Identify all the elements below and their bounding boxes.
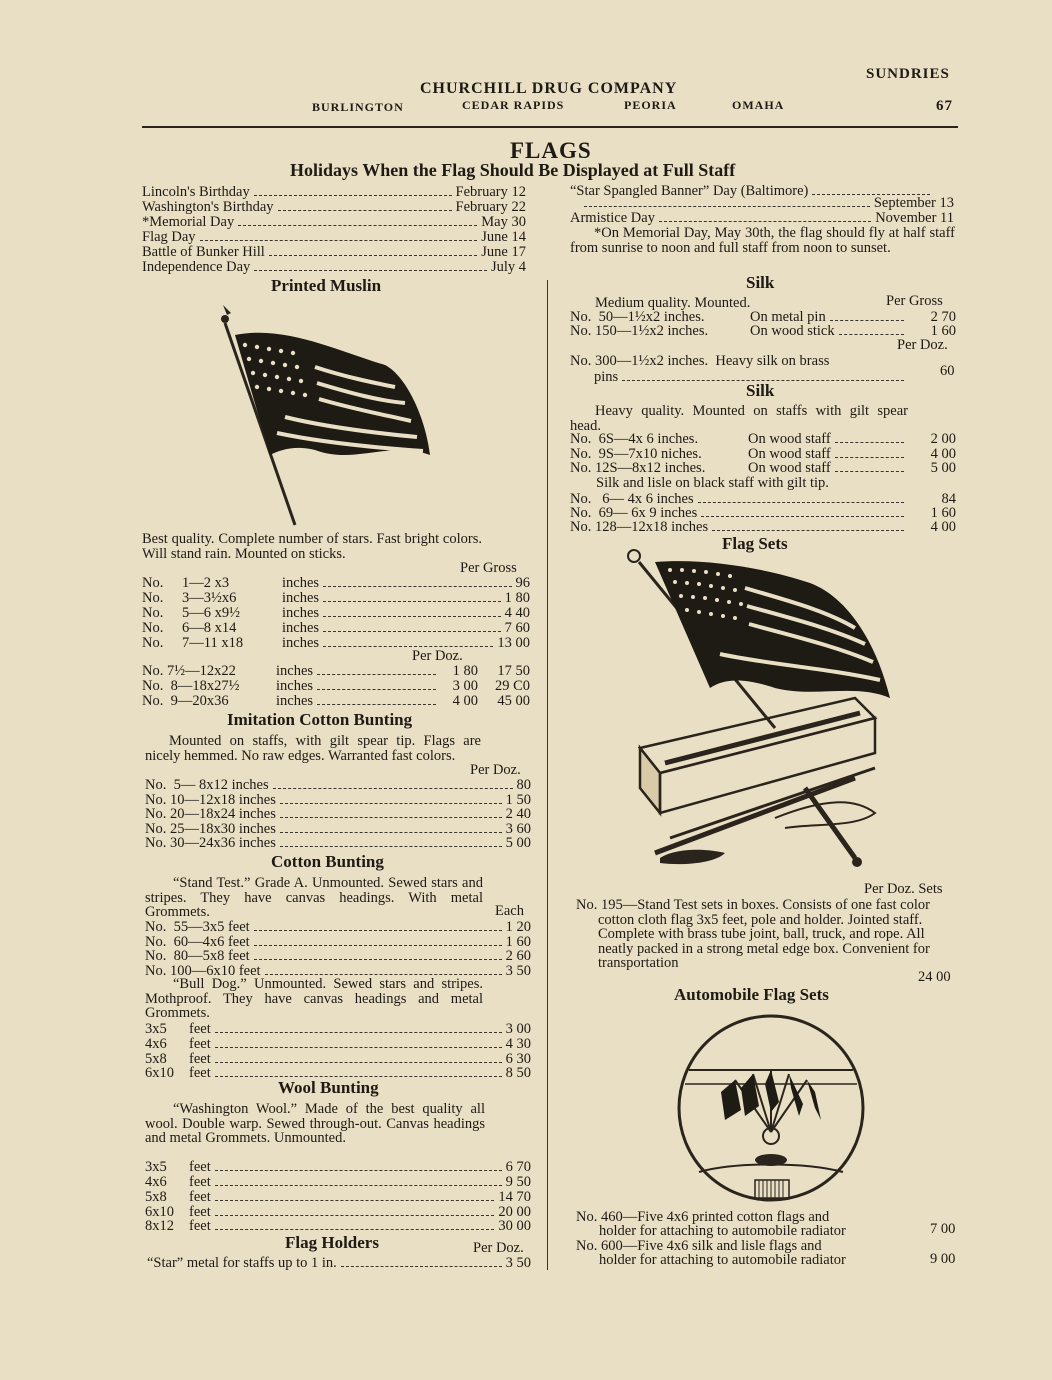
price-row: 8x12 feet 30 00	[145, 1218, 531, 1234]
price-row: 5x8 feet 14 70	[145, 1189, 531, 1205]
price-row: No. 25—18x30 inches 3 60	[145, 821, 531, 837]
auto-set-price: 7 00	[930, 1221, 956, 1237]
price-row: No. 5—6 x9½ inches 4 40	[142, 605, 530, 621]
section-label: SUNDRIES	[866, 66, 950, 82]
memorial-day-note: *On Memorial Day, May 30th, the flag should fly at half staff from sunrise to noon and full staff from noon to sunset.	[570, 225, 955, 256]
price-row: No. 10—12x18 inches 1 50	[145, 792, 531, 808]
silk-300-price: 60	[940, 363, 955, 379]
automobile-flag-illustration	[675, 1012, 867, 1204]
price-row: 3x5 feet 6 70	[145, 1159, 531, 1175]
city-omaha: OMAHA	[732, 98, 785, 112]
bull-dog-desc: “Bull Dog.” Unmounted. Sewed stars and stripes. Mothproof. They have canvas headings and metal Grommets.	[145, 976, 483, 1022]
flag-set-illustration	[625, 548, 900, 868]
price-row: No. 128—12x18 inches 4 00	[570, 519, 956, 535]
star-spangled-date-row: September 13	[580, 196, 954, 211]
price-row: No. 7—11 x18 inches 13 00	[142, 635, 530, 651]
flag-holders-title: Flag Holders	[285, 1233, 379, 1252]
silk-medium-desc: Medium quality. Mounted.	[595, 295, 751, 311]
city-cedar-rapids: CEDAR RAPIDS	[462, 98, 565, 112]
silk-heavy-desc: Heavy quality. Mounted on staffs with gilt spear head.	[570, 403, 908, 434]
city-burlington: BURLINGTON	[312, 100, 404, 114]
company-name: CHURCHILL DRUG COMPANY	[420, 80, 678, 97]
printed-muslin-gross-header: Per Gross	[460, 560, 517, 576]
flag-sets-unit: Per Doz. Sets	[864, 881, 943, 897]
price-row: 6x10 feet 20 00	[145, 1204, 531, 1220]
price-row: No. 50—1½x2 inches. On metal pin 2 70	[570, 309, 956, 325]
price-row: 3x5 feet 3 00	[145, 1021, 531, 1037]
price-row: No. 6— 4x 6 inches 84	[570, 491, 956, 507]
city-peoria: PEORIA	[624, 98, 677, 112]
column-divider	[547, 280, 548, 1270]
price-row: No. 12S—8x12 inches. On wood staff 5 00	[570, 460, 956, 476]
header-rule	[142, 126, 958, 128]
silk-lisle-desc: Silk and lisle on black staff with gilt tip.	[596, 475, 829, 491]
imitation-cotton-title: Imitation Cotton Bunting	[227, 710, 413, 729]
printed-muslin-doz-header: Per Doz.	[412, 648, 463, 664]
cotton-bunting-unit: Each	[495, 903, 524, 919]
auto-set-line: holder for attaching to automobile radiator	[599, 1223, 846, 1239]
price-row: No. 69— 6x 9 inches 1 60	[570, 505, 956, 521]
holiday-row: Flag Day June 14	[142, 229, 526, 245]
holiday-row: Independence Day July 4	[142, 259, 526, 275]
price-row: No. 30—24x36 inches 5 00	[145, 835, 531, 851]
wool-bunting-title: Wool Bunting	[278, 1078, 379, 1097]
price-row: No. 55—3x5 feet 1 20	[145, 919, 531, 935]
flag-sets-price: 24 00	[918, 969, 951, 985]
flag-holders-unit: Per Doz.	[473, 1240, 524, 1256]
cotton-bunting-desc: “Stand Test.” Grade A. Unmounted. Sewed stars and stripes. They have canvas headings. With metal Grommets.	[145, 875, 483, 921]
auto-set-price: 9 00	[930, 1251, 956, 1267]
price-row: No. 60—4x6 feet 1 60	[145, 934, 531, 950]
price-row: No. 150—1½x2 inches. On wood stick 1 60	[570, 323, 956, 339]
price-row: 5x8 feet 6 30	[145, 1051, 531, 1067]
holidays-title: Holidays When the Flag Should Be Displayed at Full Staff	[290, 160, 736, 180]
auto-flag-sets-title: Automobile Flag Sets	[674, 985, 829, 1004]
price-row: No. 80—5x8 feet 2 60	[145, 948, 531, 964]
star-spangled-row: “Star Spangled Banner” Day (Baltimore)	[570, 184, 934, 199]
price-row: No. 3—3½x6 inches 1 80	[142, 590, 530, 606]
holiday-row: Lincoln's Birthday February 12	[142, 184, 526, 200]
cotton-bunting-title: Cotton Bunting	[271, 852, 384, 871]
auto-set-line: No. 460—Five 4x6 printed cotton flags and	[576, 1209, 830, 1225]
page-number: 67	[936, 98, 953, 114]
price-row: No. 5— 8x12 inches 80	[145, 777, 531, 793]
silk-medium-title: Silk	[746, 273, 775, 292]
price-row: No. 1—2 x3 inches 96	[142, 575, 530, 591]
holiday-row: Washington's Birthday February 22	[142, 199, 526, 215]
auto-set-line: holder for attaching to automobile radiator	[599, 1252, 846, 1268]
wool-bunting-desc: “Washington Wool.” Made of the best quality all wool. Double warp. Sewed through-out. Canvas headings and metal Grommets. Unmounted.	[145, 1101, 485, 1147]
price-row: 4x6 feet 9 50	[145, 1174, 531, 1190]
auto-set-line: No. 600—Five 4x6 silk and lisle flags and	[576, 1238, 822, 1254]
price-row: No. 6—8 x14 inches 7 60	[142, 620, 530, 636]
imitation-cotton-unit: Per Doz.	[470, 762, 521, 778]
holiday-row: *Memorial Day May 30	[142, 214, 526, 230]
silk-medium-doz-header: Per Doz.	[897, 337, 948, 353]
silk-300-row: pins	[594, 370, 908, 385]
price-row: 6x10 feet 8 50	[145, 1065, 531, 1081]
price-row: No. 9S—7x10 niches. On wood staff 4 00	[570, 446, 956, 462]
printed-muslin-title: Printed Muslin	[271, 276, 382, 295]
holiday-row: Battle of Bunker Hill June 17	[142, 244, 526, 260]
price-row: No. 7½—12x22 inches 1 80 17 50	[142, 663, 530, 679]
price-row: No. 8—18x27½ inches 3 00 29 C0	[142, 678, 530, 694]
armistice-row: Armistice Day November 11	[570, 210, 954, 226]
silk-medium-gross-header: Per Gross	[886, 293, 943, 309]
printed-muslin-desc: Best quality. Complete number of stars. Fast bright colors. Will stand rain. Mounted on sticks.	[142, 531, 482, 562]
silk-300-line: No. 300—1½x2 inches. Heavy silk on brass	[570, 353, 830, 369]
price-row: No. 9—20x36 inches 4 00 45 00	[142, 693, 530, 709]
flag-sets-title: Flag Sets	[722, 534, 788, 553]
silk-heavy-title: Silk	[746, 381, 775, 400]
printed-muslin-flag-illustration	[215, 305, 445, 530]
price-row: No. 6S—4x 6 inches. On wood staff 2 00	[570, 431, 956, 447]
price-row: No. 100—6x10 feet 3 50	[145, 963, 531, 979]
price-row: 4x6 feet 4 30	[145, 1036, 531, 1052]
imitation-cotton-desc: Mounted on staffs, with gilt spear tip. Flags are nicely hemmed. No raw edges. Warranted fast colors.	[145, 733, 481, 764]
flag-sets-desc: No. 195—Stand Test sets in boxes. Consists of one fast color cotton cloth flag 3x5 feet, pole and holder. Jointed staff. Complete with brass tube joint, ball, truck, and rope. All neatly packed in a strong metal edge box. Convenient for transportation	[576, 897, 930, 972]
page-title: FLAGS	[510, 138, 592, 163]
price-row: No. 20—18x24 inches 2 40	[145, 806, 531, 822]
flag-holders-row: “Star” metal for staffs up to 1 in. 3 50	[147, 1255, 531, 1271]
